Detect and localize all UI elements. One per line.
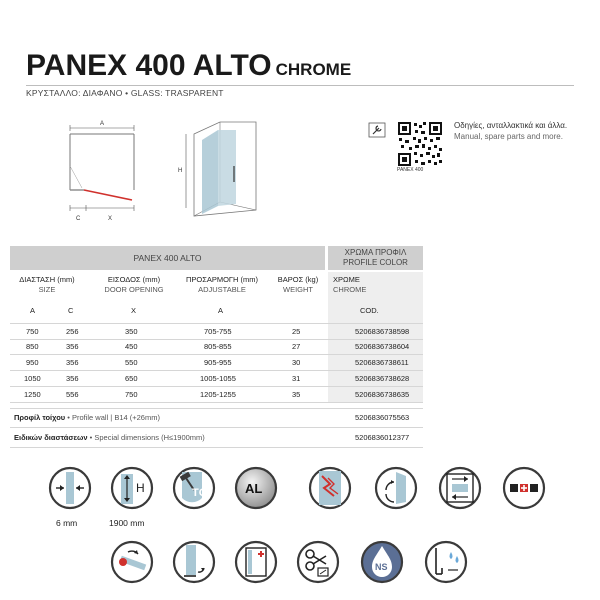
product-name: PANEX 400 ALTO [26,49,272,82]
svg-text:NS: NS [375,562,388,572]
sub-x: X [131,306,137,315]
dim-x-label: X [108,216,113,222]
qr-text-english: Manual, spare parts and more. [454,132,563,141]
dim-a-label: A [100,121,105,127]
table-color-header [328,246,423,270]
height-caption: 1900 mm [109,518,145,528]
tempered-glass-icon [172,466,216,510]
table-row: 850 356 450 805-855 27 5206836738604 [10,339,423,355]
table-row: 1050 356 650 1005-1055 31 5206836738628 [10,371,423,387]
sub-a: A [30,306,36,315]
col-chrome-header: ΧΡΩΜΕ CHROME [333,275,367,294]
col-adjustable-header: ΠΡΟΣΑΡΜΟΓΗ (mm) ADJUSTABLE [185,275,259,294]
wrench-icon [368,122,388,140]
sub-code: COD. [360,306,379,315]
nano-shield-icon [360,540,404,584]
sub-c: C [68,306,74,315]
hinge-adjust-icon [234,540,278,584]
top-view-drawing [62,118,142,228]
color-header-english: PROFILE COLOR [343,258,408,267]
svg-text:AL: AL [245,481,263,496]
glass-type: ΚΡΥΣΤΑΛΛΟ: ΔΙΑΦΑΝΟ • GLASS: TRASPARENT [26,88,224,98]
table-product-header [10,246,325,270]
svg-text:TG: TG [192,487,208,499]
header-divider [26,85,574,86]
water-tight-icon [424,540,468,584]
sliding-door-icon [438,466,482,510]
table-row: 950 356 550 905-955 30 5206836738611 [10,355,423,371]
customizable-icon [296,540,340,584]
qr-text-greek: Οδηγίες, ανταλλακτικά και άλλα. [454,121,568,130]
dim-c-label: C [76,216,81,222]
col-door-header: ΕΙΣΟΔΟΣ (mm) DOOR OPENING [104,275,164,294]
qr-caption: PANEX 400 [397,167,424,173]
wall-mount-icon [172,540,216,584]
adjustable-profile-icon [502,466,546,510]
col-size-header: ΔΙΑΣΤΑΣΗ (mm) SIZE [19,275,75,294]
extra-row-profile-wall: Προφίλ τοίχου • Profile wall | B14 (+26mm) 5206836075563 [10,408,423,428]
table-product-title: PANEX 400 ALTO [133,253,202,263]
color-header-greek: ΧΡΩΜΑ ΠΡΟΦΙΛ [344,248,407,257]
easy-clean-icon [110,540,154,584]
glass-thickness-caption: 6 mm [56,518,78,528]
safety-glass-icon [308,466,352,510]
dim-h-label: H [178,168,183,174]
sub-adj: A [218,306,224,315]
svg-text:H: H [136,481,145,495]
height-icon [110,466,154,510]
table-row: 1250 556 750 1205-1255 35 5206836738635 [10,387,423,403]
reversible-icon [374,466,418,510]
qr-code[interactable] [397,121,443,167]
table-row: 750 256 350 705-755 25 5206836738598 [10,323,423,340]
aluminium-icon [234,466,278,510]
page-title [26,48,351,88]
col-weight-header: ΒΑΡΟΣ (kg) WEIGHT [277,275,319,294]
product-finish: CHROME [275,60,352,79]
perspective-drawing [172,116,262,228]
extra-row-special-dimensions: Ειδικών διαστάσεων • Special dimensions (H≤1900mm) 5206836012377 [10,429,423,448]
glass-thickness-icon [48,466,92,510]
